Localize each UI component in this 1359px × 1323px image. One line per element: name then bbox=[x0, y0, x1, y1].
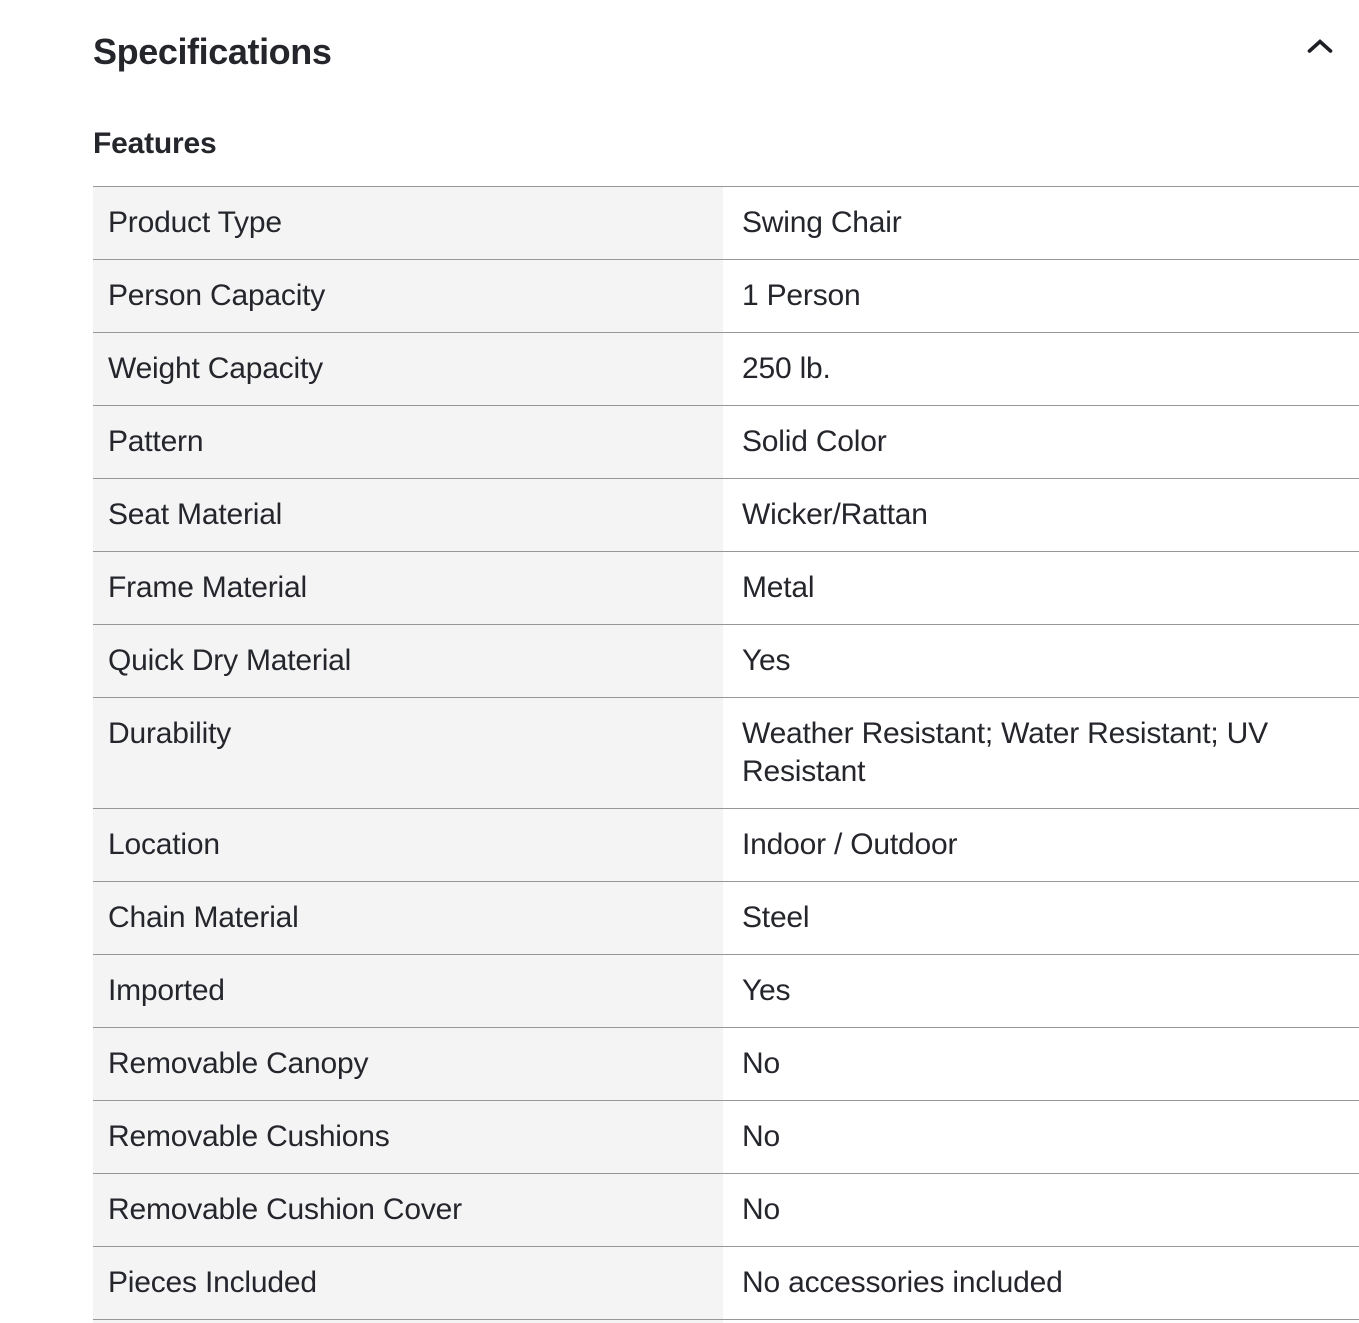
spec-value: Solid Color bbox=[723, 406, 1359, 479]
spec-row bbox=[93, 625, 1359, 698]
spec-label: Weight Capacity bbox=[93, 333, 723, 406]
spec-value: No accessories included bbox=[723, 1247, 1359, 1320]
spec-row bbox=[93, 698, 1359, 809]
spec-value: No bbox=[723, 1101, 1359, 1174]
spec-label: Seat Material bbox=[93, 479, 723, 552]
features-subtitle: Features bbox=[93, 127, 217, 160]
specifications-header bbox=[93, 0, 1359, 74]
spec-row bbox=[93, 809, 1359, 882]
spec-label: Durability bbox=[93, 698, 723, 809]
spec-value: Swing Chair bbox=[723, 187, 1359, 260]
features-spec-table bbox=[93, 186, 1359, 1320]
spec-row bbox=[93, 1028, 1359, 1101]
spec-label: Removable Canopy bbox=[93, 1028, 723, 1101]
spec-value: Yes bbox=[723, 955, 1359, 1028]
spec-row bbox=[93, 406, 1359, 479]
spec-value: Wicker/Rattan bbox=[723, 479, 1359, 552]
spec-label: Removable Cushions bbox=[93, 1101, 723, 1174]
spec-label: Removable Cushion Cover bbox=[93, 1174, 723, 1247]
spec-value: Steel bbox=[723, 882, 1359, 955]
spec-row bbox=[93, 1101, 1359, 1174]
spec-value: Weather Resistant; Water Resistant; UV Resistant bbox=[723, 698, 1359, 809]
spec-row bbox=[93, 187, 1359, 260]
spec-row bbox=[93, 552, 1359, 625]
spec-value: Metal bbox=[723, 552, 1359, 625]
spec-label: Location bbox=[93, 809, 723, 882]
spec-row bbox=[93, 333, 1359, 406]
spec-label: Imported bbox=[93, 955, 723, 1028]
spec-row bbox=[93, 1247, 1359, 1320]
spec-value: Yes bbox=[723, 625, 1359, 698]
specifications-title: Specifications bbox=[93, 31, 332, 72]
spec-row bbox=[93, 882, 1359, 955]
spec-value: No bbox=[723, 1028, 1359, 1101]
spec-row bbox=[93, 479, 1359, 552]
chevron-up-icon bbox=[1307, 42, 1333, 57]
spec-row bbox=[93, 955, 1359, 1028]
spec-value: No bbox=[723, 1174, 1359, 1247]
spec-row bbox=[93, 260, 1359, 333]
collapse-section-button[interactable] bbox=[1303, 34, 1337, 58]
spec-value: Indoor / Outdoor bbox=[723, 809, 1359, 882]
spec-label: Frame Material bbox=[93, 552, 723, 625]
spec-value: 1 Person bbox=[723, 260, 1359, 333]
spec-label: Chain Material bbox=[93, 882, 723, 955]
spec-row bbox=[93, 1174, 1359, 1247]
spec-label: Quick Dry Material bbox=[93, 625, 723, 698]
spec-label: Product Type bbox=[93, 187, 723, 260]
spec-value: 250 lb. bbox=[723, 333, 1359, 406]
spec-label: Pieces Included bbox=[93, 1247, 723, 1320]
spec-label: Person Capacity bbox=[93, 260, 723, 333]
spec-label: Pattern bbox=[93, 406, 723, 479]
